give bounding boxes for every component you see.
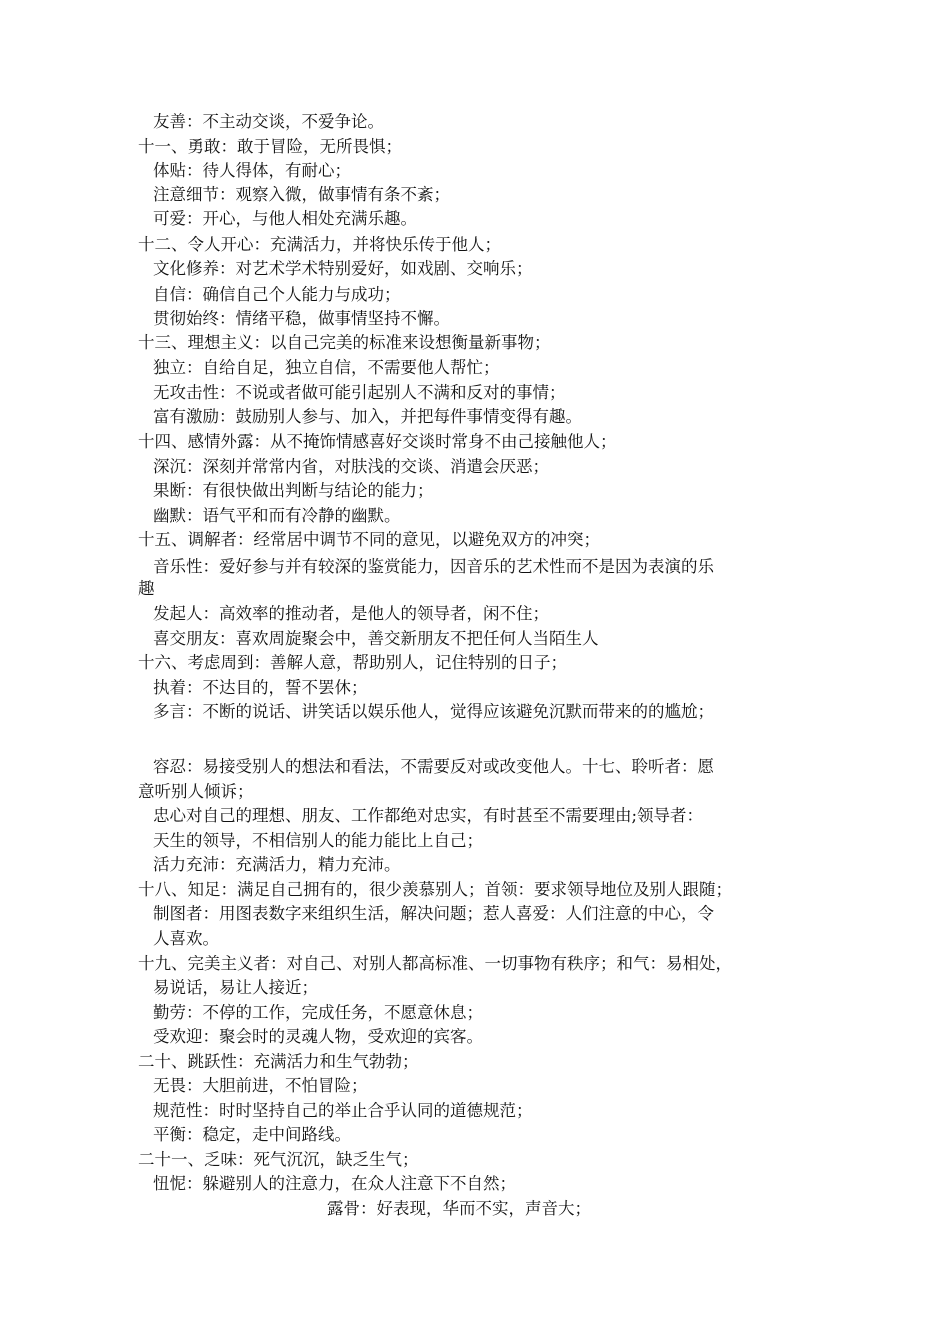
text-line: 制图者：用图表数字来组织生活，解决问题；惹人喜爱：人们注意的中心，令 — [153, 904, 714, 923]
section-heading: 十六、考虑周到：善解人意，帮助别人，记住特别的日子； — [138, 653, 567, 672]
section-heading: 二十一、乏味：死气沉沉，缺乏生气； — [138, 1150, 419, 1169]
text-line: 注意细节：观察入微，做事情有条不紊； — [153, 185, 450, 204]
text-line: 友善：不主动交谈，不爱争论。 — [153, 112, 384, 131]
text-line: 富有激励：鼓励别人参与、加入，并把每件事情变得有趣。 — [153, 407, 582, 426]
section-heading: 十八、知足：满足自己拥有的，很少羡慕别人；首领：要求领导地位及别人跟随； — [138, 880, 732, 899]
text-line: 规范性：时时坚持自己的举止合乎认同的道德规范； — [153, 1101, 533, 1120]
text-line: 执着：不达目的，誓不罢休； — [153, 678, 368, 697]
text-line: 果断：有很快做出判断与结论的能力； — [153, 481, 434, 500]
section-heading: 十二、令人开心：充满活力，并将快乐传于他人； — [138, 235, 501, 254]
text-line: 勤劳：不停的工作，完成任务，不愿意休息； — [153, 1003, 483, 1022]
text-line: 意听别人倾诉； — [138, 782, 254, 801]
text-line: 活力充沛：充满活力，精力充沛。 — [153, 855, 401, 874]
section-heading: 十九、完美主义者：对自己、对别人都高标准、一切事物有秩序；和气：易相处， — [138, 954, 732, 973]
text-line: 平衡：稳定，走中间路线。 — [153, 1125, 351, 1144]
section-heading: 十四、感情外露：从不掩饰情感喜好交谈时常身不由己接触他人； — [138, 432, 617, 451]
text-line: 喜交朋友：喜欢周旋聚会中，善交新朋友不把任何人当陌生人 — [153, 629, 599, 648]
text-line: 独立：自给自足，独立自信，不需要他人帮忙； — [153, 358, 500, 377]
text-line: 忠心对自己的理想、朋友、工作都绝对忠实，有时甚至不需要理由;领导者： — [153, 806, 704, 825]
text-line: 无畏：大胆前进，不怕冒险； — [153, 1076, 368, 1095]
text-line: 露骨：好表现，华而不实，声音大； — [327, 1199, 591, 1218]
text-line: 幽默：语气平和而有冷静的幽默。 — [153, 506, 401, 525]
text-line: 文化修养：对艺术学术特别爱好，如戏剧、交响乐； — [153, 259, 533, 278]
text-line: 多言：不断的说话、讲笑话以娱乐他人，觉得应该避免沉默而带来的的尴尬； — [153, 702, 714, 721]
section-heading: 十一、勇敢：敢于冒险，无所畏惧； — [138, 137, 402, 156]
text-line: 易说话，易让人接近； — [153, 978, 318, 997]
text-line: 忸怩：躲避别人的注意力，在众人注意下不自然； — [153, 1174, 516, 1193]
text-line: 可爱：开心，与他人相处充满乐趣。 — [153, 209, 417, 228]
text-line: 体贴：待人得体，有耐心； — [153, 161, 351, 180]
text-line: 天生的领导，不相信别人的能力能比上自己； — [153, 831, 483, 850]
text-line: 容忍：易接受别人的想法和看法，不需要反对或改变他人。十七、聆听者：愿 — [153, 757, 714, 776]
text-line: 趣 — [138, 579, 155, 598]
text-line: 深沉：深刻并常常内省，对肤浅的交谈、消遣会厌恶； — [153, 457, 549, 476]
text-line: 受欢迎：聚会时的灵魂人物，受欢迎的宾客。 — [153, 1027, 483, 1046]
text-line: 贯彻始终：情绪平稳，做事情坚持不懈。 — [153, 309, 450, 328]
section-heading: 十三、理想主义：以自己完美的标准来设想衡量新事物； — [138, 333, 551, 352]
text-line: 人喜欢。 — [153, 929, 219, 948]
text-line: 发起人：高效率的推动者，是他人的领导者，闲不住； — [153, 604, 549, 623]
section-heading: 二十、跳跃性：充满活力和生气勃勃； — [138, 1052, 419, 1071]
text-line: 自信：确信自己个人能力与成功； — [153, 285, 401, 304]
text-line: 音乐性：爱好参与并有较深的鉴赏能力，因音乐的艺术性而不是因为表演的乐 — [153, 557, 714, 576]
text-line: 无攻击性：不说或者做可能引起别人不满和反对的事情； — [153, 383, 566, 402]
section-heading: 十五、调解者：经常居中调节不同的意见，以避免双方的冲突； — [138, 530, 600, 549]
